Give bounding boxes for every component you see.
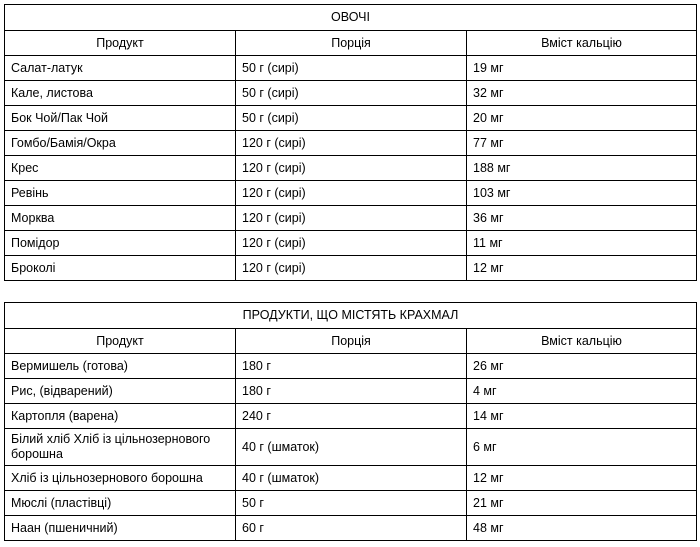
product-cell: Крес — [5, 156, 236, 181]
product-cell: Хліб із цільнозернового борошна — [5, 466, 236, 491]
portion-cell: 50 г (сирі) — [236, 81, 467, 106]
product-cell: Рис, (відварений) — [5, 379, 236, 404]
table-title-row — [5, 303, 697, 329]
calcium-cell: 103 мг — [467, 181, 697, 206]
product-cell: Картопля (варена) — [5, 404, 236, 429]
table-title: ОВОЧІ — [5, 5, 697, 31]
calcium-cell: 36 мг — [467, 206, 697, 231]
calcium-cell: 19 мг — [467, 56, 697, 81]
product-cell: Білий хліб Хліб із цільнозернового борошна — [5, 429, 236, 466]
column-header-portion: Порція — [236, 31, 467, 56]
table-row — [5, 404, 697, 429]
table-row — [5, 131, 697, 156]
column-header-calcium: Вміст кальцію — [467, 329, 697, 354]
portion-cell: 40 г (шматок) — [236, 466, 467, 491]
calcium-cell: 188 мг — [467, 156, 697, 181]
table-row — [5, 206, 697, 231]
portion-cell: 50 г (сирі) — [236, 106, 467, 131]
starchy-foods-table — [4, 302, 697, 541]
portion-cell: 50 г (сирі) — [236, 56, 467, 81]
calcium-cell: 21 мг — [467, 491, 697, 516]
table-header-row — [5, 329, 697, 354]
product-cell: Наан (пшеничний) — [5, 516, 236, 541]
calcium-cell: 20 мг — [467, 106, 697, 131]
product-cell: Ревінь — [5, 181, 236, 206]
portion-cell: 240 г — [236, 404, 467, 429]
table-row — [5, 106, 697, 131]
calcium-cell: 12 мг — [467, 256, 697, 281]
calcium-cell: 48 мг — [467, 516, 697, 541]
table-row — [5, 231, 697, 256]
table-row — [5, 516, 697, 541]
table-title: ПРОДУКТИ, ЩО МІСТЯТЬ КРАХМАЛ — [5, 303, 697, 329]
portion-cell: 120 г (сирі) — [236, 156, 467, 181]
table-row — [5, 256, 697, 281]
column-header-product: Продукт — [5, 329, 236, 354]
table-row — [5, 81, 697, 106]
portion-cell: 120 г (сирі) — [236, 256, 467, 281]
column-header-product: Продукт — [5, 31, 236, 56]
table-row — [5, 56, 697, 81]
table-title-row — [5, 5, 697, 31]
calcium-cell: 77 мг — [467, 131, 697, 156]
portion-cell: 60 г — [236, 516, 467, 541]
calcium-cell: 11 мг — [467, 231, 697, 256]
product-cell: Морква — [5, 206, 236, 231]
product-cell: Броколі — [5, 256, 236, 281]
calcium-cell: 26 мг — [467, 354, 697, 379]
calcium-cell: 6 мг — [467, 429, 697, 466]
calcium-cell: 4 мг — [467, 379, 697, 404]
product-cell: Салат-латук — [5, 56, 236, 81]
table-row — [5, 379, 697, 404]
product-cell: Помідор — [5, 231, 236, 256]
portion-cell: 50 г — [236, 491, 467, 516]
portion-cell: 120 г (сирі) — [236, 206, 467, 231]
column-header-portion: Порція — [236, 329, 467, 354]
product-cell: Вермишель (готова) — [5, 354, 236, 379]
table-row — [5, 466, 697, 491]
table-row — [5, 181, 697, 206]
product-cell: Гомбо/Бамія/Окра — [5, 131, 236, 156]
vegetables-table — [4, 4, 697, 281]
table-row — [5, 429, 697, 466]
portion-cell: 180 г — [236, 354, 467, 379]
portion-cell: 120 г (сирі) — [236, 231, 467, 256]
portion-cell: 120 г (сирі) — [236, 181, 467, 206]
portion-cell: 40 г (шматок) — [236, 429, 467, 466]
portion-cell: 180 г — [236, 379, 467, 404]
calcium-cell: 12 мг — [467, 466, 697, 491]
column-header-calcium: Вміст кальцію — [467, 31, 697, 56]
table-row — [5, 354, 697, 379]
table-header-row — [5, 31, 697, 56]
table-row — [5, 156, 697, 181]
table-row — [5, 491, 697, 516]
calcium-cell: 32 мг — [467, 81, 697, 106]
product-cell: Кале, листова — [5, 81, 236, 106]
portion-cell: 120 г (сирі) — [236, 131, 467, 156]
product-cell: Бок Чой/Пак Чой — [5, 106, 236, 131]
product-cell: Мюслі (пластівці) — [5, 491, 236, 516]
calcium-cell: 14 мг — [467, 404, 697, 429]
